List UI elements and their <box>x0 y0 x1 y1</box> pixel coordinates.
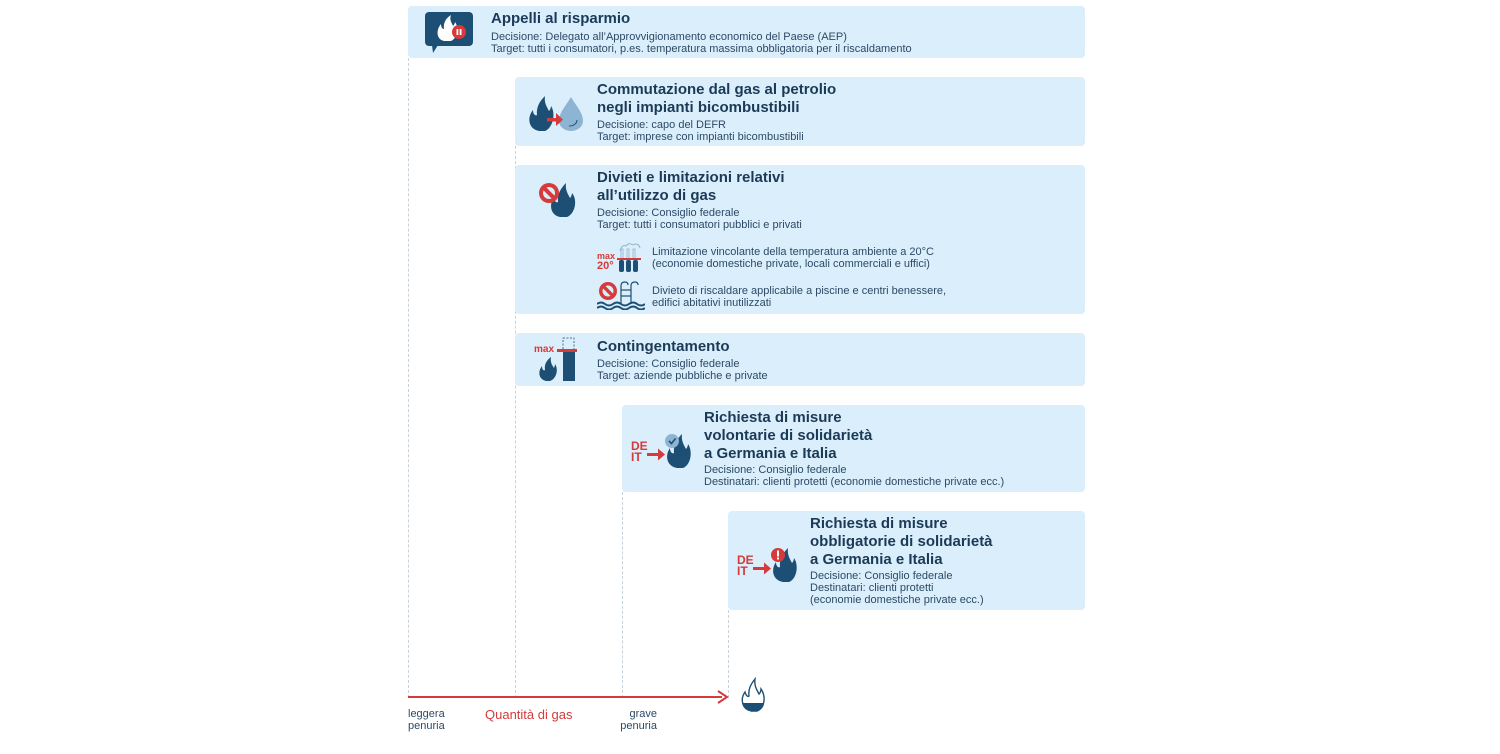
measure-target: Target: tutti i consumatori pubblici e privati <box>597 219 802 231</box>
measure-title-line2: all’utilizzo di gas <box>597 187 717 204</box>
measure-title-line1: Richiesta di misure <box>810 515 948 532</box>
measure-box-bans-limitations <box>515 165 1085 314</box>
axis-arrowhead-icon <box>716 690 730 704</box>
axis-start-label: leggera penuria <box>408 708 445 732</box>
detail-row-temperature <box>597 241 1067 275</box>
flame-to-oil-drop-icon <box>525 93 587 138</box>
measure-target: Destinatari: clienti protetti (economie domestiche private ecc.) <box>704 476 1005 488</box>
guide-line-4 <box>728 610 729 698</box>
guide-line-3 <box>622 492 623 698</box>
measure-title-line2: negli impianti bicombustibili <box>597 99 800 116</box>
measure-box-voluntary-solidarity <box>622 405 1085 492</box>
measure-title-line2: obbligatorie di solidarietà <box>810 533 993 550</box>
detail-text-line1: Limitazione vincolante della temperatura ambiente a 20°C <box>652 246 935 258</box>
flame-low-level-icon <box>738 677 766 713</box>
de-it-arrow-flame-check-icon: DE IT <box>631 432 693 472</box>
guide-line-1 <box>408 58 409 698</box>
measure-title-line1: Richiesta di misure <box>704 409 842 426</box>
measure-box-mandatory-solidarity <box>728 511 1085 610</box>
measure-target-line1: Destinatari: clienti protetti <box>810 582 934 594</box>
measure-title-line2: volontarie di solidarietà <box>704 427 873 444</box>
measure-decision: Decisione: Consiglio federale <box>810 570 953 582</box>
measure-title-line1: Divieti e limitazioni relativi <box>597 169 785 186</box>
flame-pause-speech-bubble-icon <box>424 11 474 60</box>
measure-target: Target: tutti i consumatori, p.es. temperatura massima obbligatoria per il riscaldamento <box>491 43 912 55</box>
prohibited-flame-icon <box>536 179 578 224</box>
de-it-arrow-flame-alert-icon: DE IT <box>737 546 799 586</box>
measure-title: Contingentamento <box>597 338 730 355</box>
prohibited-pool-icon <box>597 280 645 310</box>
measure-box-savings-appeals <box>408 6 1085 58</box>
flame-max-quota-icon: max <box>534 337 580 383</box>
measure-title-line3: a Germania e Italia <box>704 445 837 462</box>
measure-title-line1: Commutazione dal gas al petrolio <box>597 81 837 98</box>
radiator-max-20-icon: max 20° <box>597 241 645 275</box>
measure-decision: Decisione: Delegato all’Approvvigionamento economico del Paese (AEP) <box>491 31 847 43</box>
detail-text-line2: edifici abitativi inutilizzati <box>652 297 772 309</box>
gas-quantity-axis <box>408 696 722 698</box>
measure-decision: Decisione: Consiglio federale <box>597 207 740 219</box>
detail-text-line2: (economie domestiche private, locali commerciali e uffici) <box>652 258 930 270</box>
detail-text-line1: Divieto di riscaldare applicabile a piscine e centri benessere, <box>652 285 947 297</box>
detail-row-pool <box>597 280 1067 314</box>
measure-box-gas-to-oil <box>515 77 1085 146</box>
measure-decision: Decisione: Consiglio federale <box>704 464 847 476</box>
measure-target: Target: aziende pubbliche e private <box>597 370 768 382</box>
measure-target: Target: imprese con impianti bicombustibili <box>597 131 804 143</box>
measure-decision: Decisione: capo del DEFR <box>597 119 727 131</box>
measure-decision: Decisione: Consiglio federale <box>597 358 740 370</box>
measure-title-line3: a Germania e Italia <box>810 551 943 568</box>
measure-target-line2: (economie domestiche private ecc.) <box>810 594 984 606</box>
measure-title: Appelli al risparmio <box>491 10 631 27</box>
measure-box-quota <box>515 333 1085 386</box>
axis-end-label: grave penuria <box>620 708 657 732</box>
axis-title: Quantità di gas <box>485 707 573 722</box>
